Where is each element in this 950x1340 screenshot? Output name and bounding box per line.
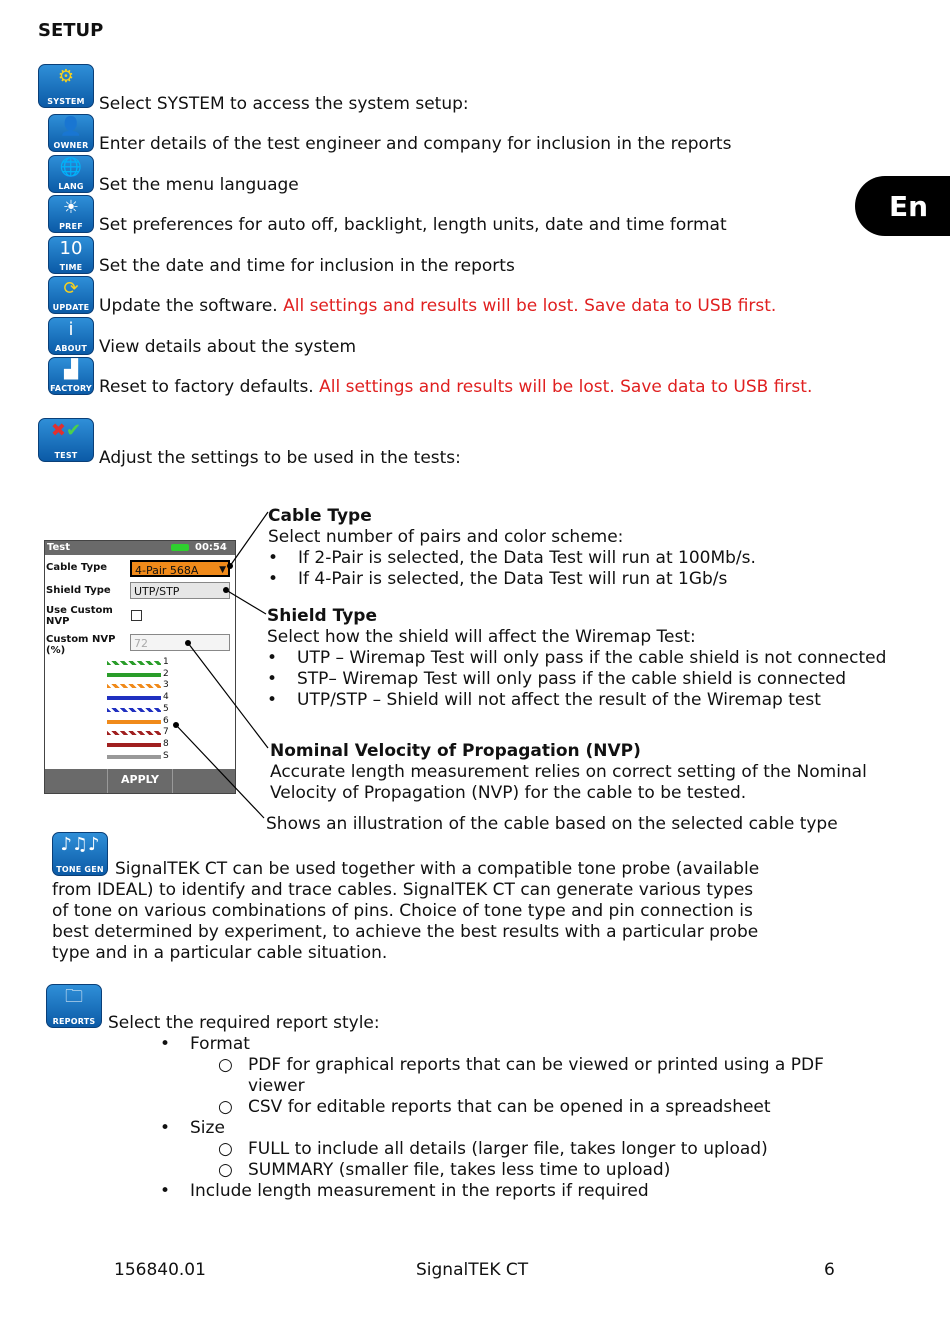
custom-nvp-label: Custom NVP (%)	[46, 634, 116, 656]
update-icon: ⟳ UPDATE	[48, 276, 94, 314]
test-icon: ✖✔ TEST	[38, 418, 94, 462]
list-item: • UTP – Wiremap Test will only pass if the cable shield is not connected	[267, 648, 886, 669]
wire-label: 8	[163, 738, 169, 749]
system-icon: ⚙ SYSTEM	[38, 64, 94, 108]
system-item-pref-text: Set preferences for auto off, backlight, length units, date and time format	[99, 215, 727, 235]
factory-icon: ▟ FACTORY	[48, 357, 94, 395]
system-item-factory-text: Reset to factory defaults. All settings and results will be lost. Save data to USB first.	[99, 377, 813, 397]
nvp-callout: Nominal Velocity of Propagation (NVP) Accurate length measurement relies on correct setting of the Nominal Velocity of Propagation (NVP) for the cable to be tested.	[270, 741, 867, 803]
footer-page-number: 6	[824, 1260, 835, 1280]
reports-icon: 🗀 REPORTS	[46, 984, 102, 1028]
list-item: • UTP/STP – Shield will not affect the result of the Wiremap test	[267, 690, 886, 711]
wire-label: 6	[163, 715, 169, 726]
list-item: • STP– Wiremap Test will only pass if the cable shield is connected	[267, 669, 886, 690]
shield-type-select[interactable]: UTP/STP	[130, 582, 230, 599]
use-custom-nvp-label: Use Custom NVP	[46, 605, 113, 627]
system-item-about-text: View details about the system	[99, 336, 357, 357]
wire-label: 1	[163, 657, 169, 667]
cable-type-callout: Cable Type Select number of pairs and color scheme: • If 2-Pair is selected, the Data Test will run at 100Mb/s. • If 4-Pair is selected, the Data Test will run at 1Gb/s	[268, 506, 756, 590]
pref-icon: ☀ PREF	[48, 195, 94, 233]
about-icon: i ABOUT	[48, 317, 94, 355]
time-icon: 10 TIME	[48, 236, 94, 274]
warning-text: All settings and results will be lost. Save data to USB first.	[319, 377, 813, 397]
warning-text: All settings and results will be lost. Save data to USB first.	[283, 296, 777, 316]
footer-doc-number: 156840.01	[114, 1260, 206, 1280]
page-heading: SETUP	[38, 20, 104, 41]
reports-options: • Format ○ PDF for graphical reports that can be viewed or printed using a PDF viewer ○ CSV for editable reports that can be opened in a spreadsheet • Size ○ FULL to include all details (larger file, takes longer to upload) ○ SUMMARY (smaller file, takes less time to upload) • Include length measurement in the reports if required	[160, 1034, 824, 1201]
system-description: Select SYSTEM to access the system setup:	[99, 94, 469, 114]
test-description: Adjust the settings to be used in the tests:	[99, 448, 461, 468]
language-tab: En	[855, 176, 950, 236]
tone-description: SignalTEK CT can be used together with a compatible tone probe (available from IDEAL) to identify and trace cables. SignalTEK CT can generate various types of tone on various combinations of pins. Choice of tone type and pin connection is best determined by experiment, to achieve the best results with a particular probe type and in a particular cable situation.	[52, 859, 760, 963]
shield-type-label: Shield Type	[46, 585, 111, 596]
reports-description: Select the required report style:	[108, 1013, 380, 1033]
system-item-time-text: Set the date and time for inclusion in the reports	[99, 255, 515, 276]
custom-nvp-input[interactable]: 72	[130, 634, 230, 651]
footer-product: SignalTEK CT	[416, 1260, 529, 1280]
owner-icon: 👤 OWNER	[48, 114, 94, 152]
wire-label: S	[163, 750, 169, 761]
system-item-owner-text: Enter details of the test engineer and company for inclusion in the reports	[99, 134, 732, 154]
shield-type-callout: Shield Type Select how the shield will affect the Wiremap Test: • UTP – Wiremap Test will only pass if the cable shield is not connected • STP– Wiremap Test will only pass if the cable shield is connected • UTP/STP – Shield will not affect the result of the Wiremap test	[267, 606, 886, 711]
tone-gen-icon: ♪♫♪ TONE GEN	[52, 832, 108, 876]
apply-button[interactable]: APPLY	[107, 769, 173, 793]
lang-icon: 🌐 LANG	[48, 155, 94, 193]
list-item: • If 2-Pair is selected, the Data Test will run at 100Mb/s.	[268, 548, 756, 569]
cable-type-label: Cable Type	[46, 562, 108, 573]
system-item-lang-text: Set the menu language	[99, 174, 299, 195]
system-item-update-text: Update the software. All settings and results will be lost. Save data to USB first.	[99, 296, 777, 316]
wire-label: 3	[163, 680, 169, 691]
wire-label: 4	[163, 692, 169, 703]
list-item: • If 4-Pair is selected, the Data Test will run at 1Gb/s	[268, 569, 756, 590]
wire-label: 2	[163, 668, 169, 679]
cable-type-select[interactable]: 4-Pair 568A ▼	[130, 560, 230, 577]
wire-label: 7	[163, 727, 169, 738]
device-title: Test	[47, 542, 71, 553]
wire-label: 5	[163, 703, 169, 714]
device-time: 00:54	[195, 542, 227, 553]
illustration-callout: Shows an illustration of the cable based on the selected cable type	[266, 814, 838, 834]
chevron-down-icon: ▼	[219, 565, 226, 575]
